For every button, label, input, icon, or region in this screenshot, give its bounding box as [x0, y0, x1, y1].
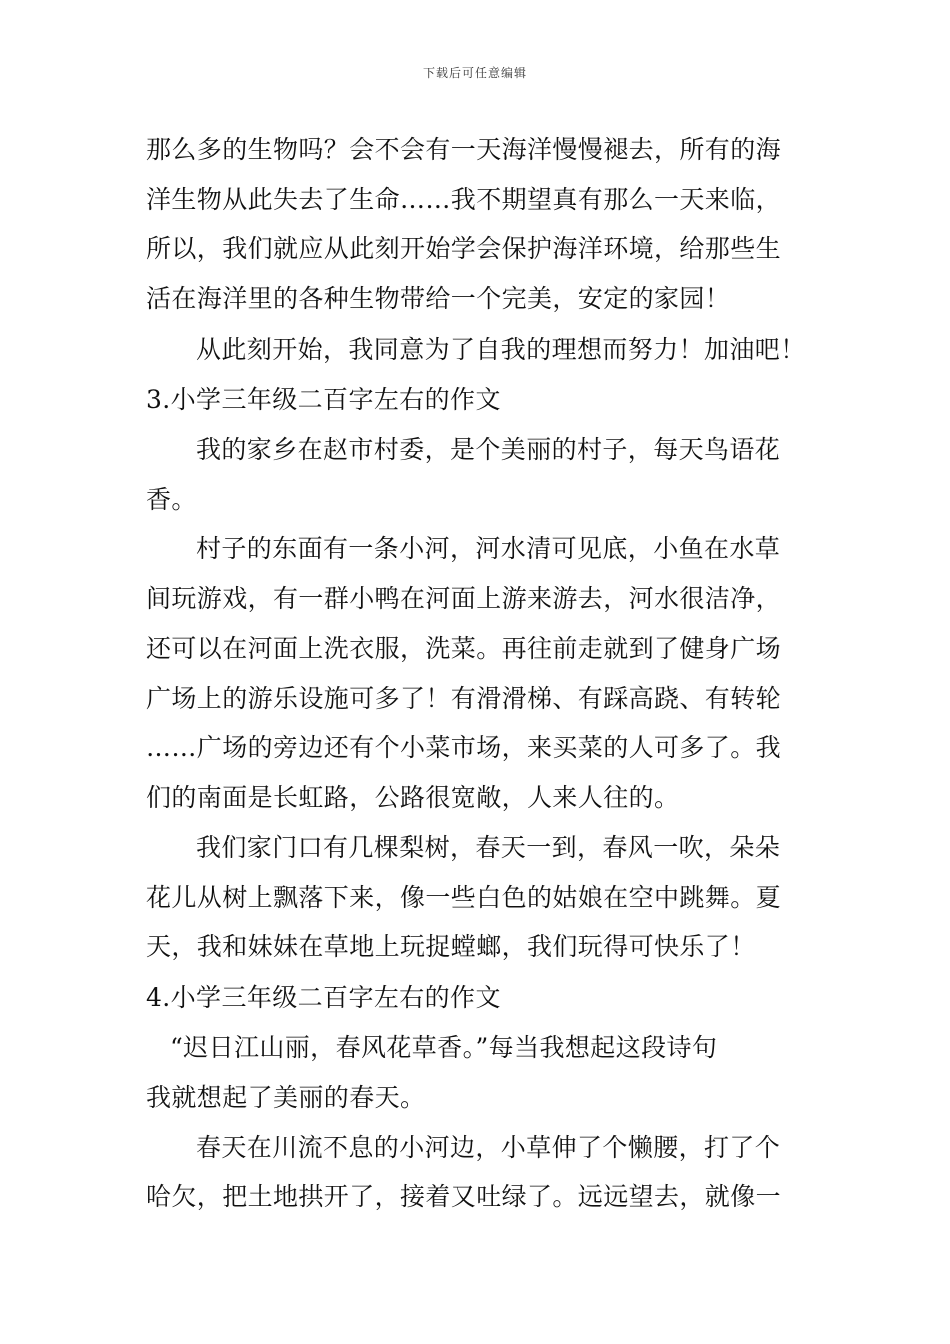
text-line: 间玩游戏，有一群小鸭在河面上游来游去，河水很洁净，	[146, 584, 782, 613]
text-line: 们的南面是长虹路，公路很宽敞，人来人往的。	[146, 783, 680, 812]
text-line: 那么多的生物吗？会不会有一天海洋慢慢褪去，所有的海	[146, 135, 782, 164]
text-line: ……广场的旁边还有个小菜市场，来买菜的人可多了。我	[146, 733, 782, 762]
text-line: 哈欠，把土地拱开了，接着又吐绿了。远远望去，就像一	[146, 1182, 782, 1211]
section-heading: 3.小学三年级二百字左右的作文	[146, 385, 501, 414]
text-line: 我的家乡在赵市村委，是个美丽的村子，每天鸟语花	[196, 435, 781, 464]
text-line: 我们家门口有几棵梨树，春天一到，春风一吹，朵朵	[196, 833, 781, 862]
text-line: 洋生物从此失去了生命……我不期望真有那么一天来临，	[146, 185, 782, 214]
text-line: “迟日江山丽，春风花草香。”每当我想起这段诗句	[170, 1033, 718, 1062]
text-line: 村子的东面有一条小河，河水清可见底，小鱼在水草	[196, 534, 781, 563]
text-line: 活在海洋里的各种生物带给一个完美，安定的家园！	[146, 284, 731, 313]
text-line: 春天在川流不息的小河边，小草伸了个懒腰，打了个	[196, 1133, 781, 1162]
text-line: 从此刻开始，我同意为了自我的理想而努力！加油吧！	[196, 335, 806, 364]
text-line: 所以，我们就应从此刻开始学会保护海洋环境，给那些生	[146, 234, 782, 263]
text-line: 还可以在河面上洗衣服，洗菜。再往前走就到了健身广场	[146, 634, 782, 663]
text-line: 天，我和妹妹在草地上玩捉螳螂，我们玩得可快乐了！	[146, 932, 756, 961]
text-line: 香。	[146, 485, 197, 514]
text-line: 我就想起了美丽的春天。	[146, 1083, 426, 1112]
text-line: 花儿从树上飘落下来，像一些白色的姑娘在空中跳舞。夏	[146, 883, 782, 912]
text-line: 广场上的游乐设施可多了！有滑滑梯、有踩高跷、有转轮	[146, 684, 782, 713]
section-heading: 4.小学三年级二百字左右的作文	[146, 983, 501, 1012]
page-header: 下载后可任意编辑	[422, 66, 527, 80]
